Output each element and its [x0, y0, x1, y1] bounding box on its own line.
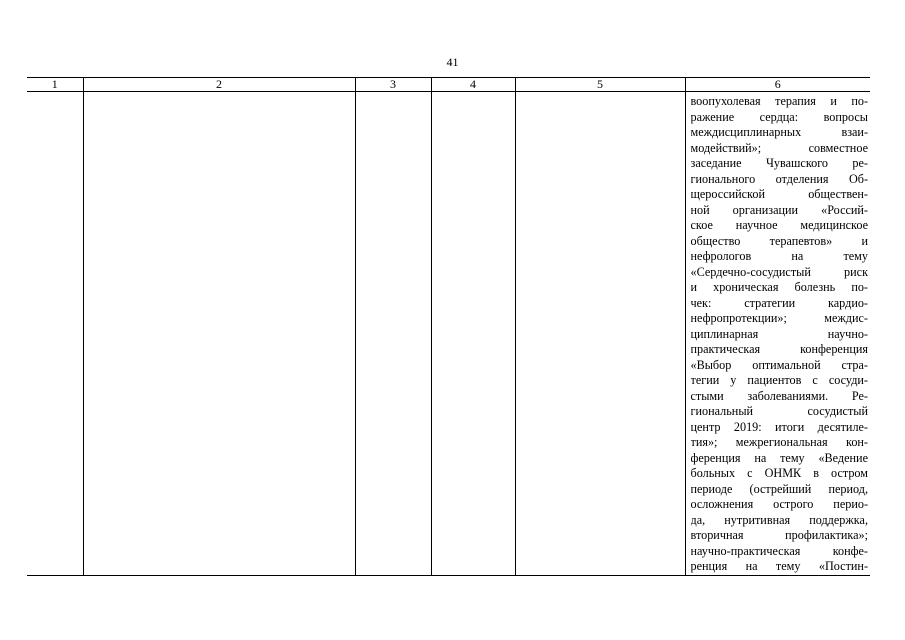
text-line: ренция на тему «Постин-	[690, 559, 868, 573]
text-line: гиональный сосудистый	[690, 404, 868, 418]
text-line: научно-практическая конфе-	[690, 543, 868, 558]
text-line: чек: стратегии кардио-	[690, 295, 868, 310]
text-line: «Сердечно-сосудистый риск	[690, 264, 868, 279]
column-header-3: 3	[355, 78, 431, 92]
text-line: да, нутритивная поддержка,	[690, 512, 868, 527]
cell-col-2	[83, 92, 355, 576]
text-line: ское научное медицинское	[690, 218, 868, 232]
column-number-row	[27, 78, 870, 92]
text-line: и хроническая болезнь по-	[690, 280, 868, 294]
text-line: общество терапевтов» и	[690, 233, 868, 248]
text-line: щероссийской обществен-	[690, 187, 868, 201]
text-line: тегии у пациентов с сосуди-	[690, 373, 868, 387]
text-line: ференция на тему «Ведение	[690, 450, 868, 465]
cell-col-5	[515, 92, 685, 576]
text-line: нефропротекции»; междис-	[690, 311, 868, 325]
column-header-1: 1	[27, 78, 83, 92]
column-header-5: 5	[515, 78, 685, 92]
events-table	[27, 77, 870, 576]
text-line: междисциплинарных взаи-	[690, 125, 868, 139]
text-line: вторичная профилактика»;	[690, 528, 868, 542]
text-line: периоде (острейший период,	[690, 481, 868, 496]
text-line: ражение сердца: вопросы	[690, 109, 868, 124]
text-line: тия»; межрегиональная кон-	[690, 435, 868, 449]
text-line: больных с ОНМК в остром	[690, 466, 868, 480]
text-line: модействий»; совместное	[690, 140, 868, 155]
text-line: воопухолевая терапия и по-	[690, 94, 868, 108]
column-header-4: 4	[431, 78, 515, 92]
cell-col-3	[355, 92, 431, 576]
text-line: ной организации «Россий-	[690, 202, 868, 217]
page-number: 41	[446, 55, 459, 69]
text-line: гионального отделения Об-	[690, 171, 868, 186]
events-description-text	[686, 92, 871, 575]
cell-col-1	[27, 92, 83, 576]
column-header-2: 2	[83, 78, 355, 92]
text-line: центр 2019: итоги десятиле-	[690, 419, 868, 434]
text-line: осложнения острого перио-	[690, 497, 868, 511]
text-line: практическая конференция	[690, 342, 868, 356]
text-line: стыми заболеваниями. Ре-	[690, 388, 868, 403]
table-row	[27, 92, 870, 576]
text-line: заседание Чувашского ре-	[690, 156, 868, 170]
text-line: циплинарная научно-	[690, 326, 868, 341]
cell-col-4	[431, 92, 515, 576]
text-line: нефрологов на тему	[690, 249, 868, 263]
text-line: «Выбор оптимальной стра-	[690, 357, 868, 372]
column-header-6: 6	[685, 78, 870, 92]
cell-col-6	[685, 92, 870, 576]
